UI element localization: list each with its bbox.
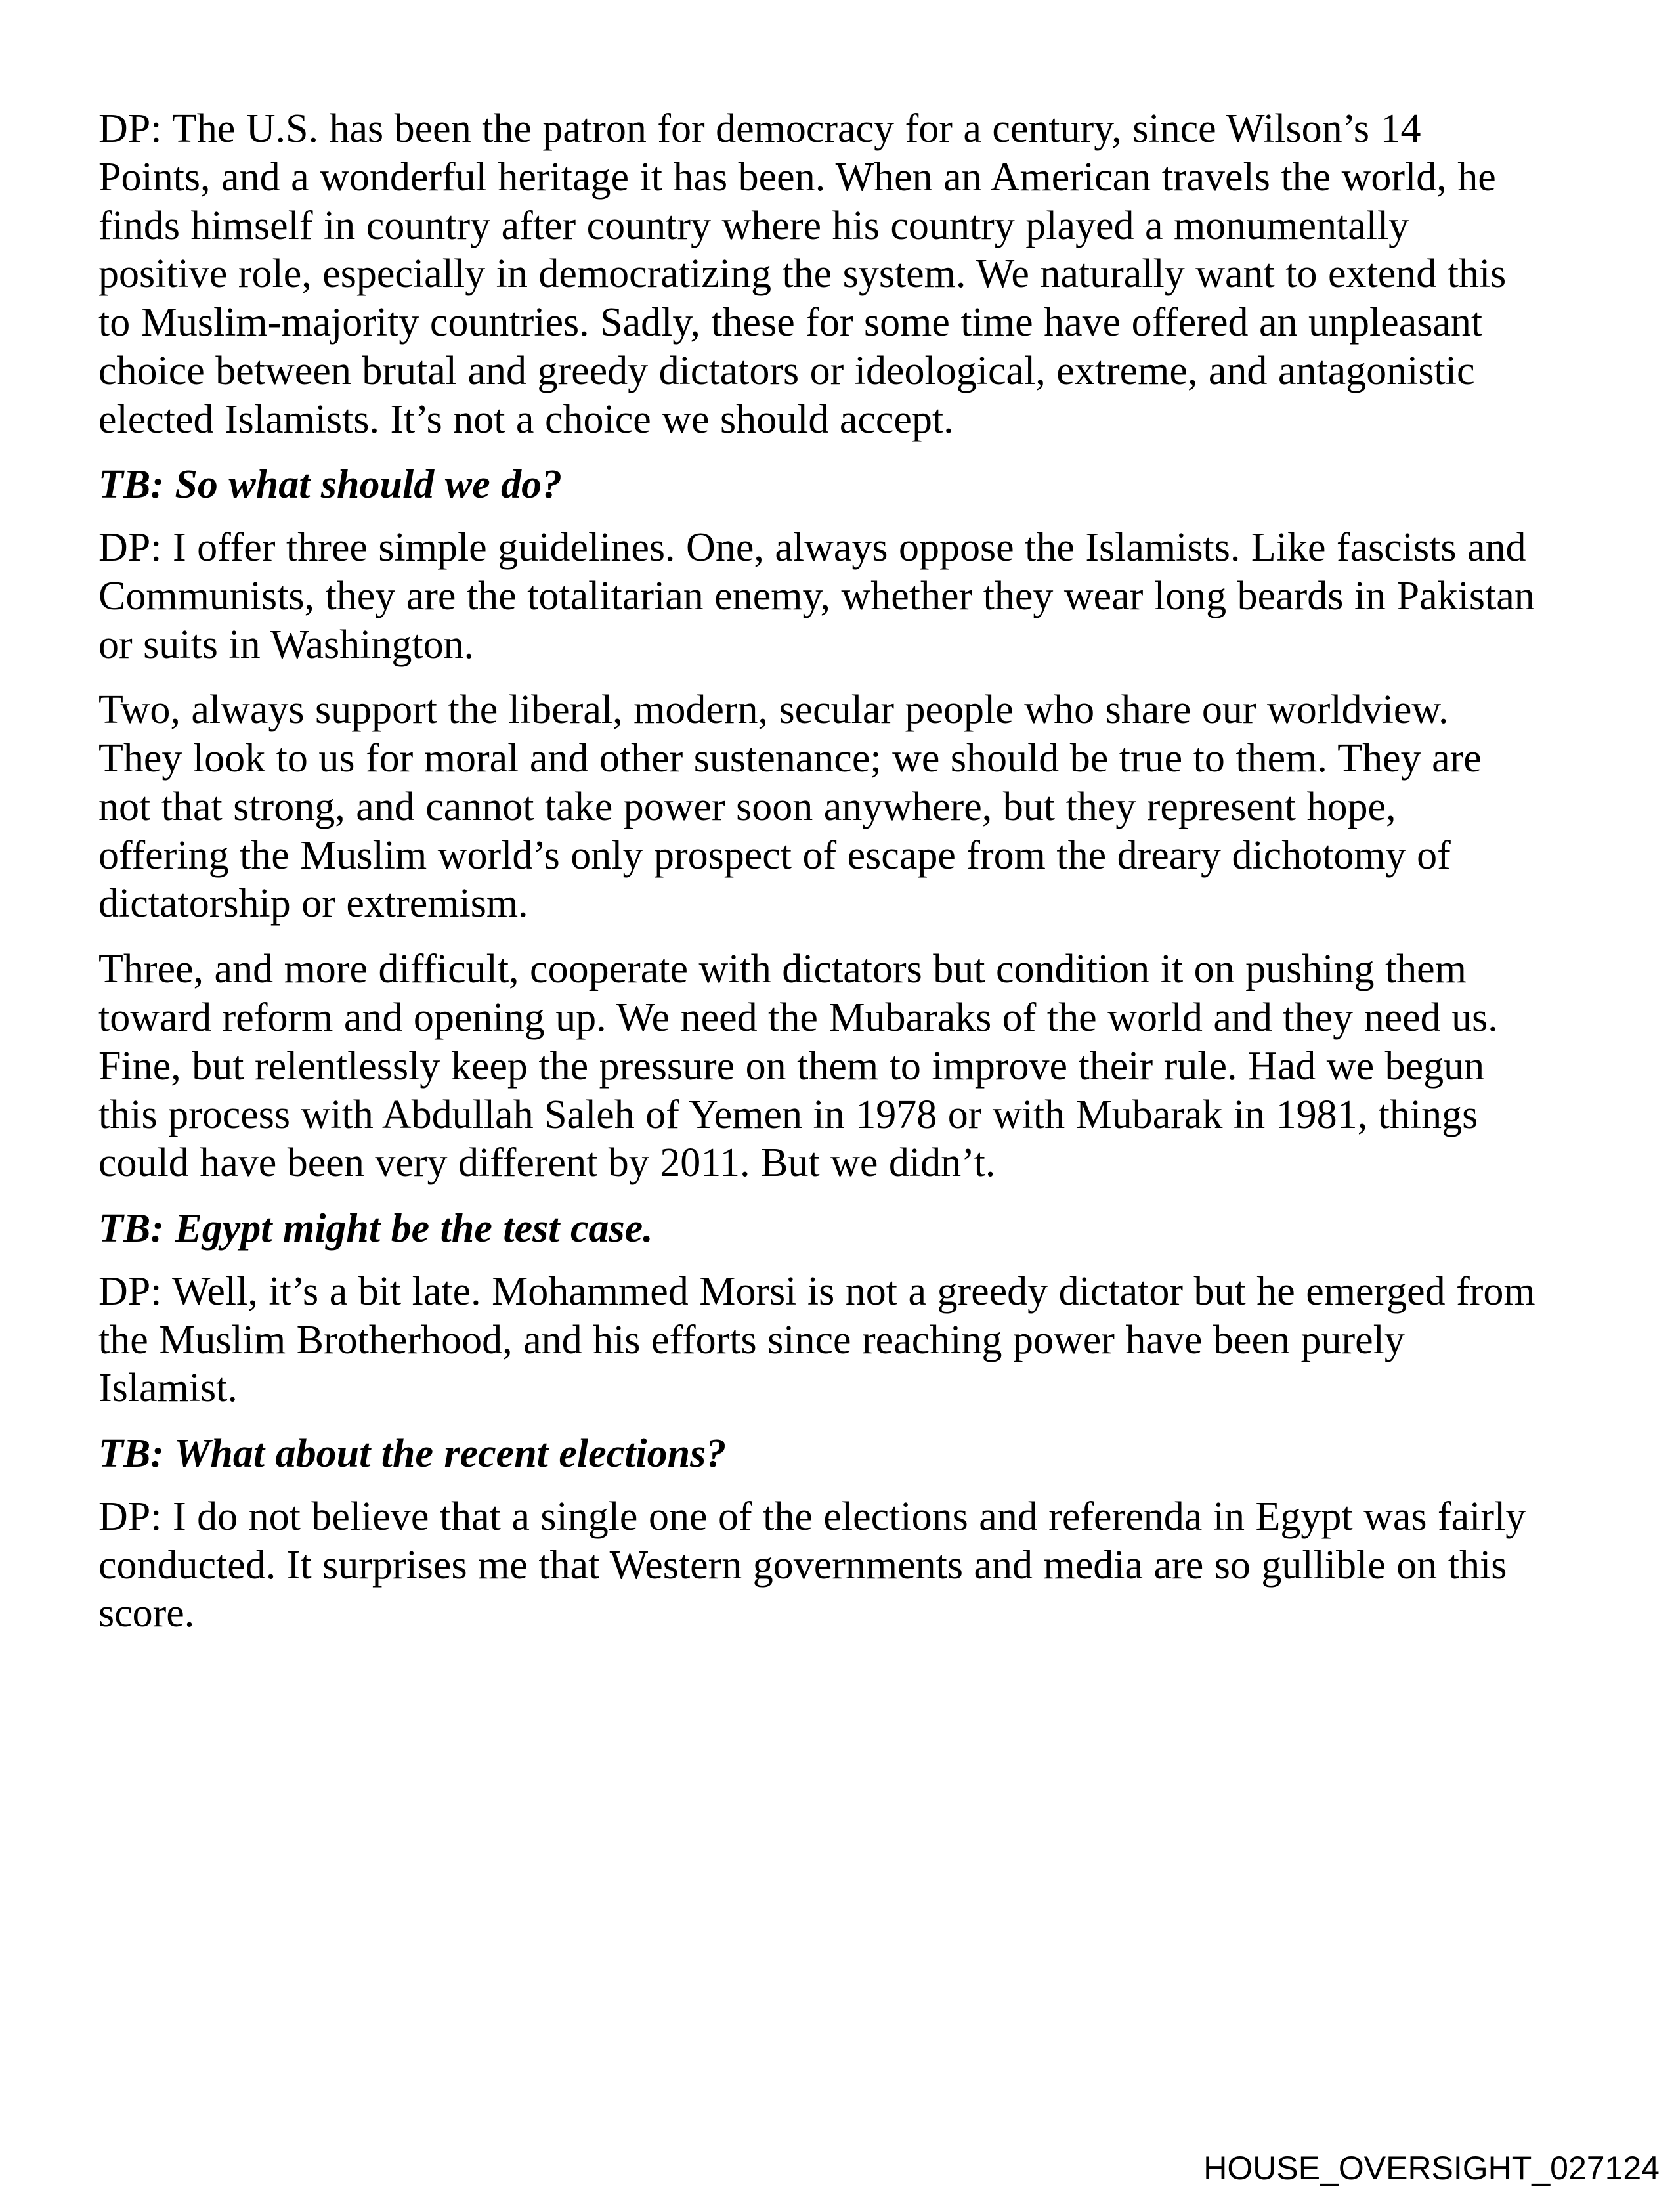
paragraph-dp-5: DP: Well, it’s a bit late. Mohammed Morsi is not a greedy dictator but he emerged from the Muslim Brotherhood, and his efforts since reaching power have been purely Islamist. [98,1269,1535,1411]
paragraph-dp-1: DP: The U.S. has been the patron for democracy for a century, since Wilson’s 14 Points, and a wonderful heritage it has been. When an American travels the world, he finds himself in country after country where his country played a monumentally positive role, especially in democratizing the system. We naturally want to extend this to Muslim-majority countries. Sadly, these for some time have offered an unpleasant choice between brutal and greedy dictators or ideological, extreme, and antagonistic elected Islamists. It’s not a choice we should accept. [98,106,1507,442]
paragraph-dp-3: Two, always support the liberal, modern, secular people who share our worldview. They look to us for moral and other sustenance; we should be true to them. They are not that strong, and cannot take power soon anywhere, but they represent hope, offering the Muslim world’s only prospect of escape from the dreary dichotomy of dictatorship or extremism. [98,687,1482,926]
paragraph-dp-4: Three, and more difficult, cooperate with dictators but condition it on pushing them toward reform and opening up. We need the Mubaraks of the world and they need us. Fine, but relentlessly keep the pressure on them to improve their rule. Had we begun this process with Abdullah Saleh of Yemen in 1978 or with Mubarak in 1981, things could have been very different by 2011. But we didn’t. [98,947,1498,1186]
bates-number: HOUSE_OVERSIGHT_027124 [1203,2150,1660,2186]
paragraph-dp-2: DP: I offer three simple guidelines. One, always oppose the Islamists. Like fascists and Communists, they are the totalitarian enemy, whether they wear long beards in Pakistan or suits in Washington. [98,525,1535,667]
question-tb-2: TB: Egypt might be the test case. [98,1206,653,1251]
question-tb-3: TB: What about the recent elections? [98,1431,727,1477]
paragraph-dp-6: DP: I do not believe that a single one of the elections and referenda in Egypt was fairly conducted. It surprises me that Western governments and media are so gullible on this score. [98,1494,1526,1636]
document-body [98,105,1536,1655]
question-tb-1: TB: So what should we do? [98,462,563,508]
